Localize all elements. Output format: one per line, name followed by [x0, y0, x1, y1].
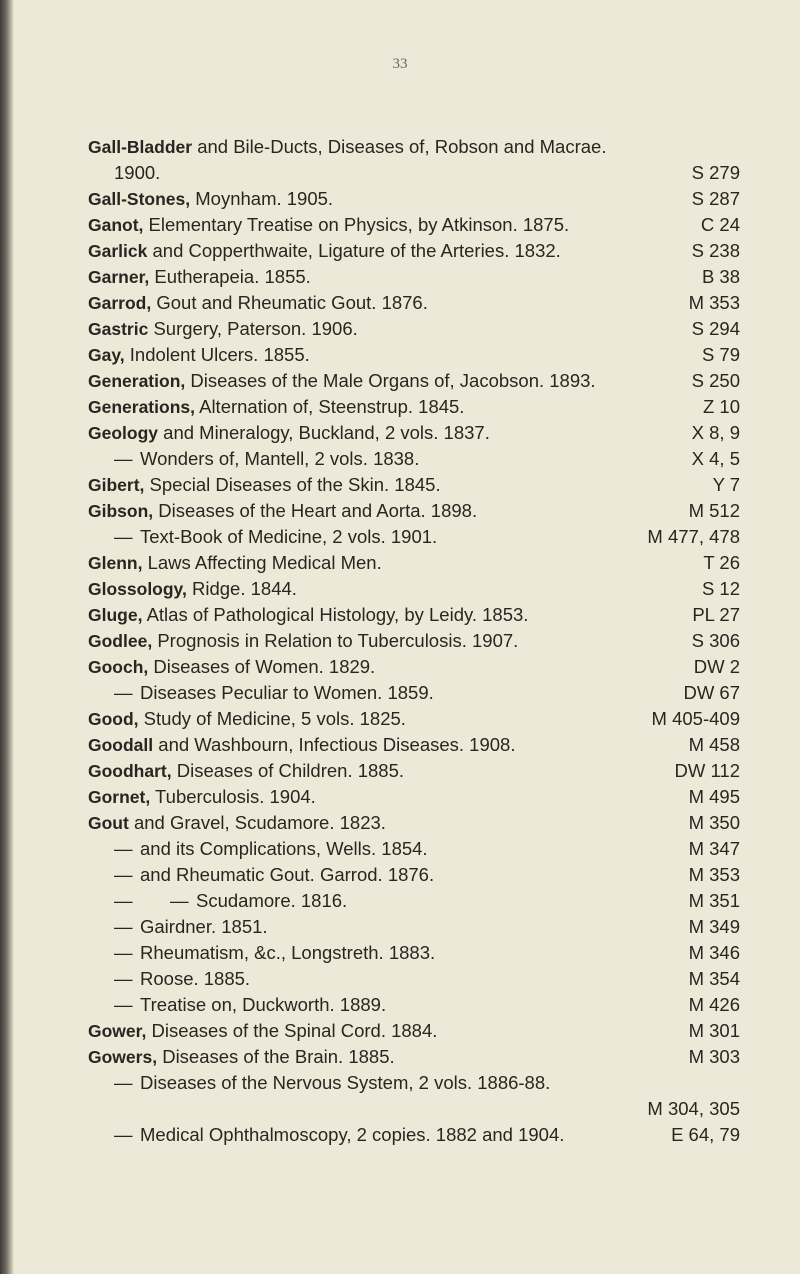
index-entry	[88, 316, 740, 342]
entry-title: Diseases of the Heart and Aorta. 1898.	[153, 500, 478, 521]
ditto-dash: —	[114, 526, 133, 547]
entry-title: Eutherapeia. 1855.	[149, 266, 311, 287]
entry-title: Roose. 1885.	[140, 968, 251, 989]
entry-title: Text-Book of Medicine, 2 vols. 1901.	[140, 526, 438, 547]
entry-text	[88, 420, 684, 446]
entry-title: Surgery, Paterson. 1906.	[148, 318, 358, 339]
entry-text	[88, 914, 681, 940]
shelf-reference: S 287	[691, 188, 740, 209]
entry-title: Rheumatism, &c., Longstreth. 1883.	[140, 942, 436, 963]
index-entry	[88, 1044, 740, 1070]
entry-heading: Generation,	[88, 371, 186, 391]
ditto-dash: —	[114, 448, 133, 469]
shelf-reference: S 238	[691, 240, 740, 261]
shelf-reference: M 405-409	[651, 708, 740, 729]
index-entry	[88, 628, 740, 654]
entry-heading: Gall-Stones,	[88, 189, 191, 209]
entry-text	[88, 160, 684, 186]
entry-heading: Garlick	[88, 241, 148, 261]
entry-text	[88, 862, 681, 888]
entry-title: Scudamore. 1816.	[196, 890, 348, 911]
entry-text	[88, 758, 667, 784]
shelf-reference: M 353	[688, 864, 740, 885]
entry-text	[88, 680, 675, 706]
entry-title: Elementary Treatise on Physics, by Atkinson. 1875.	[143, 214, 570, 235]
entry-text	[88, 836, 681, 862]
entry-text	[88, 394, 695, 420]
entry-text	[88, 1070, 732, 1096]
entry-title: Study of Medicine, 5 vols. 1825.	[138, 708, 406, 729]
entry-text	[88, 940, 681, 966]
entry-heading: Glenn,	[88, 553, 143, 573]
shelf-reference: S 306	[691, 630, 740, 651]
entry-title: Atlas of Pathological Histology, by Leidy. 1853.	[142, 604, 529, 625]
entry-text	[88, 628, 684, 654]
ditto-dash: —	[114, 1124, 133, 1145]
shelf-reference: DW 112	[674, 760, 740, 781]
index-entry	[88, 446, 740, 472]
index-entry	[88, 264, 740, 290]
ditto-dash: —	[114, 838, 133, 859]
entry-title: Diseases of Women. 1829.	[148, 656, 376, 677]
index-entry	[88, 212, 740, 238]
ditto-dash: —	[114, 916, 133, 937]
entry-text	[88, 706, 644, 732]
shelf-reference: M 351	[688, 890, 740, 911]
entry-text	[88, 602, 684, 628]
entry-text	[88, 498, 681, 524]
shelf-reference: M 354	[688, 968, 740, 989]
entry-title: Indolent Ulcers. 1855.	[124, 344, 310, 365]
index-entry	[88, 706, 740, 732]
entry-text	[88, 134, 732, 160]
entry-heading: Gibert,	[88, 475, 145, 495]
entry-heading: Goodall	[88, 735, 154, 755]
index-entry	[88, 394, 740, 420]
entry-heading: Gout	[88, 813, 129, 833]
entry-continuation: 1900.	[114, 162, 161, 183]
shelf-reference: M 353	[688, 292, 740, 313]
shelf-reference: M 426	[688, 994, 740, 1015]
entry-text	[88, 1122, 663, 1148]
shelf-reference: M 350	[688, 812, 740, 833]
shelf-reference: M 512	[688, 500, 740, 521]
entry-text	[88, 212, 693, 238]
ditto-dash: —	[114, 994, 133, 1015]
ditto-dash: —	[170, 890, 189, 911]
index-entry	[88, 810, 740, 836]
ditto-dash: —	[114, 864, 133, 885]
entry-text	[88, 576, 694, 602]
shelf-reference: Z 10	[702, 396, 740, 417]
shelf-reference: M 349	[688, 916, 740, 937]
entry-heading: Gay,	[88, 345, 125, 365]
entry-text	[88, 732, 681, 758]
shelf-reference: S 250	[691, 370, 740, 391]
index-entry	[88, 914, 740, 940]
entry-title: Moynham. 1905.	[190, 188, 334, 209]
entry-title: Prognosis in Relation to Tuberculosis. 1907.	[152, 630, 519, 651]
index-entry	[88, 654, 740, 680]
entry-title: and Mineralogy, Buckland, 2 vols. 1837.	[158, 422, 490, 443]
entry-title: Wonders of, Mantell, 2 vols. 1838.	[140, 448, 420, 469]
ditto-dash: —	[114, 942, 133, 963]
entry-title: Diseases of the Spinal Cord. 1884.	[146, 1020, 438, 1041]
shelf-reference: X 4, 5	[691, 448, 740, 469]
index-entry	[88, 888, 740, 914]
entry-heading: Ganot,	[88, 215, 144, 235]
entry-text	[88, 238, 684, 264]
index-entry	[88, 758, 740, 784]
shelf-reference: B 38	[701, 266, 740, 287]
entry-text	[88, 992, 681, 1018]
entry-text	[88, 472, 705, 498]
index-entry	[88, 342, 740, 368]
index-entry	[88, 524, 740, 550]
ditto-dash: —	[114, 1072, 133, 1093]
index-entry	[88, 966, 740, 992]
index-entry	[88, 290, 740, 316]
entry-title: Tuberculosis. 1904.	[150, 786, 316, 807]
index-entry	[88, 160, 740, 186]
entry-title: Diseases of Children. 1885.	[171, 760, 405, 781]
entry-title: Gairdner. 1851.	[140, 916, 268, 937]
index-entry	[88, 550, 740, 576]
index-entry	[88, 992, 740, 1018]
entry-text	[88, 186, 684, 212]
ditto-dash: —	[114, 968, 133, 989]
index-entry	[88, 186, 740, 212]
shelf-reference: M 347	[688, 838, 740, 859]
shelf-reference: S 12	[701, 578, 740, 599]
entry-heading: Gower,	[88, 1021, 147, 1041]
entry-heading: Garrod,	[88, 293, 152, 313]
index-entry	[88, 732, 740, 758]
ditto-dash: —	[114, 682, 133, 703]
entry-title: Diseases Peculiar to Women. 1859.	[140, 682, 434, 703]
entry-heading: Gastric	[88, 319, 149, 339]
entry-title: Laws Affecting Medical Men.	[142, 552, 382, 573]
entry-text	[88, 264, 694, 290]
entry-text	[88, 1044, 681, 1070]
index-entry	[88, 1070, 740, 1096]
shelf-reference: M 303	[688, 1046, 740, 1067]
entry-title: and Copperthwaite, Ligature of the Arteries. 1832.	[147, 240, 561, 261]
shelf-reference: M 477, 478	[647, 526, 740, 547]
entry-heading: Gowers,	[88, 1047, 158, 1067]
shelf-reference: S 294	[691, 318, 740, 339]
entry-text	[88, 290, 681, 316]
entry-title: Alternation of, Steenstrup. 1845.	[194, 396, 465, 417]
shelf-reference: C 24	[700, 214, 740, 235]
index-entry	[88, 940, 740, 966]
index-entry	[88, 238, 740, 264]
entry-heading: Garner,	[88, 267, 150, 287]
index-entry	[88, 836, 740, 862]
entry-heading: Gooch,	[88, 657, 149, 677]
index-entry	[88, 602, 740, 628]
index-entry	[88, 680, 740, 706]
entry-title: and its Complications, Wells. 1854.	[140, 838, 428, 859]
shelf-reference: T 26	[703, 552, 740, 573]
shelf-reference: M 458	[688, 734, 740, 755]
entry-title: and Washbourn, Infectious Diseases. 1908.	[153, 734, 516, 755]
shelf-reference: E 64, 79	[671, 1124, 740, 1145]
entry-text	[88, 784, 681, 810]
entry-title: Ridge. 1844.	[186, 578, 297, 599]
entry-text	[88, 654, 686, 680]
shelf-reference: S 279	[691, 162, 740, 183]
entry-title: and Rheumatic Gout. Garrod. 1876.	[140, 864, 435, 885]
index-entry	[88, 134, 740, 160]
entry-title: Diseases of the Brain. 1885.	[157, 1046, 395, 1067]
entry-text	[88, 368, 684, 394]
index-entry	[88, 1122, 740, 1148]
shelf-reference: M 346	[688, 942, 740, 963]
entry-text	[88, 1018, 681, 1044]
entry-text	[88, 316, 684, 342]
entry-heading: Gluge,	[88, 605, 143, 625]
entry-title: Gout and Rheumatic Gout. 1876.	[151, 292, 428, 313]
index-entry	[88, 784, 740, 810]
index-entries	[88, 134, 740, 1148]
entry-title: Diseases of the Nervous System, 2 vols. 1886-88.	[140, 1072, 551, 1093]
shelf-reference: DW 67	[683, 682, 740, 703]
book-spine-shadow	[0, 0, 14, 1274]
shelf-reference: M 301	[688, 1020, 740, 1041]
entry-heading: Goodhart,	[88, 761, 172, 781]
shelf-reference: M 495	[688, 786, 740, 807]
entry-heading: Godlee,	[88, 631, 153, 651]
entry-heading: Good,	[88, 709, 139, 729]
entry-title: Special Diseases of the Skin. 1845.	[144, 474, 441, 495]
entry-heading: Generations,	[88, 397, 195, 417]
entry-text	[88, 966, 681, 992]
entry-heading: Geology	[88, 423, 159, 443]
entry-text	[88, 446, 684, 472]
entry-heading: Glossology,	[88, 579, 187, 599]
entry-title: Diseases of the Male Organs of, Jacobson. 1893.	[185, 370, 596, 391]
index-entry	[88, 862, 740, 888]
entry-title: Medical Ophthalmoscopy, 2 copies. 1882 and 1904.	[140, 1124, 565, 1145]
entry-text	[88, 888, 681, 914]
entry-title: and Bile-Ducts, Diseases of, Robson and Macrae.	[192, 136, 607, 157]
shelf-reference: X 8, 9	[691, 422, 740, 443]
shelf-reference: PL 27	[692, 604, 740, 625]
entry-heading: Gornet,	[88, 787, 151, 807]
entry-text	[88, 342, 694, 368]
index-entry	[88, 576, 740, 602]
entry-text	[88, 810, 681, 836]
entry-heading: Gall-Bladder	[88, 137, 193, 157]
page-number: 33	[392, 56, 408, 72]
entry-text	[88, 550, 695, 576]
entry-text	[88, 524, 639, 550]
shelf-reference: S 79	[701, 344, 740, 365]
shelf-reference: Y 7	[712, 474, 740, 495]
index-entry	[88, 368, 740, 394]
index-entry	[88, 472, 740, 498]
entry-title: and Gravel, Scudamore. 1823.	[128, 812, 386, 833]
index-entry	[88, 1096, 740, 1122]
ditto-dash: —	[114, 890, 133, 911]
index-entry	[88, 420, 740, 446]
shelf-reference: DW 2	[693, 656, 740, 677]
entry-heading: Gibson,	[88, 501, 154, 521]
index-entry	[88, 498, 740, 524]
shelf-reference: M 304, 305	[647, 1098, 740, 1119]
index-entry	[88, 1018, 740, 1044]
entry-title: Treatise on, Duckworth. 1889.	[140, 994, 387, 1015]
